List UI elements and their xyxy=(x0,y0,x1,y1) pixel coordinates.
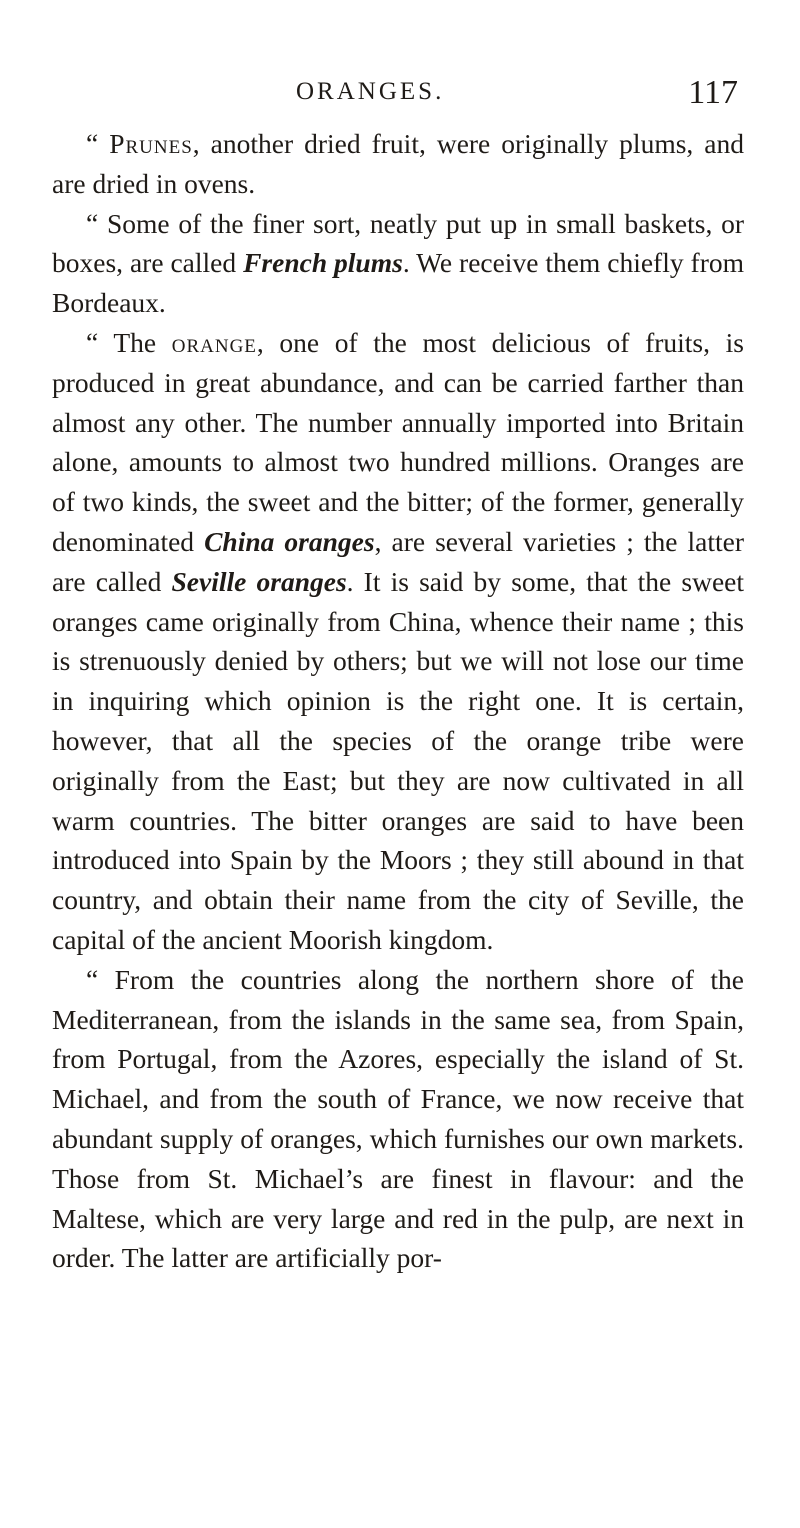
paragraph-text: . We receive them chiefly from Bordeaux. xyxy=(52,247,744,319)
paragraph-text: From the countries along the northern shore of the Mediterranean, from the islands in the same sea, from Spain, from Portugal, from the Azores, especially the island of St. Michael, and from the south of France, we now receive that abundant supply of oranges, which furnishes our own markets. Those from St. Michael’s are finest in flavour: and the Maltese, which are very large and red in the pulp, are next in order. The latter are artificially por- xyxy=(52,963,744,1274)
paragraph-text: , are several varieties ; the latter are called xyxy=(52,525,744,597)
page-header xyxy=(0,74,800,114)
paragraph-text: . It is said by some, that the sweet oranges came originally from China, whence their name ; this is strenuously denied by others; but we will not lose our time in inquiring which opinion is the right one. It is certain, however, that all the species of the orange tribe were originally from the East; but they are now cultivated in all warm countries. The bitter oranges are said to have been introduced into Spain by the Moors ; they still abound in that country, and obtain their name from the city of Seville, the capital of the ancient Moorish kingdom. xyxy=(52,565,744,955)
term-seville-oranges: Seville oranges xyxy=(171,565,347,597)
term-prunes: Prunes xyxy=(109,128,193,159)
paragraph-text: , another dried fruit, were originally plums, and are dried in ovens. xyxy=(52,128,744,199)
open-quote: “ xyxy=(86,963,115,995)
paragraph-prunes xyxy=(52,124,744,204)
term-china-oranges: China oranges xyxy=(204,525,375,557)
open-quote: “ xyxy=(86,207,107,239)
paragraph-french-plums xyxy=(52,204,744,323)
paragraph-text: , one of the most delicious of fruits, is produced in great abundance, and can be carried farther than almost any other. The number annually imported into Britain alone, amounts to almost two hundred millions. Oranges are of two kinds, the sweet and the bitter; of the former, generally denominated xyxy=(52,326,744,557)
page-number: 117 xyxy=(688,74,738,111)
open-quote: “ xyxy=(86,326,114,358)
paragraph-sources xyxy=(52,960,744,1278)
body-text xyxy=(52,124,744,1278)
open-quote: “ xyxy=(86,128,110,159)
term-french-plums: French plums xyxy=(243,247,403,279)
running-head: ORANGES. xyxy=(296,78,445,105)
paragraph-orange xyxy=(52,323,744,960)
paragraph-text: Some of the finer sort, neatly put up in small baskets, or boxes, are called xyxy=(52,207,744,279)
paragraph-text: The xyxy=(113,326,172,358)
term-orange: orange xyxy=(171,326,257,358)
